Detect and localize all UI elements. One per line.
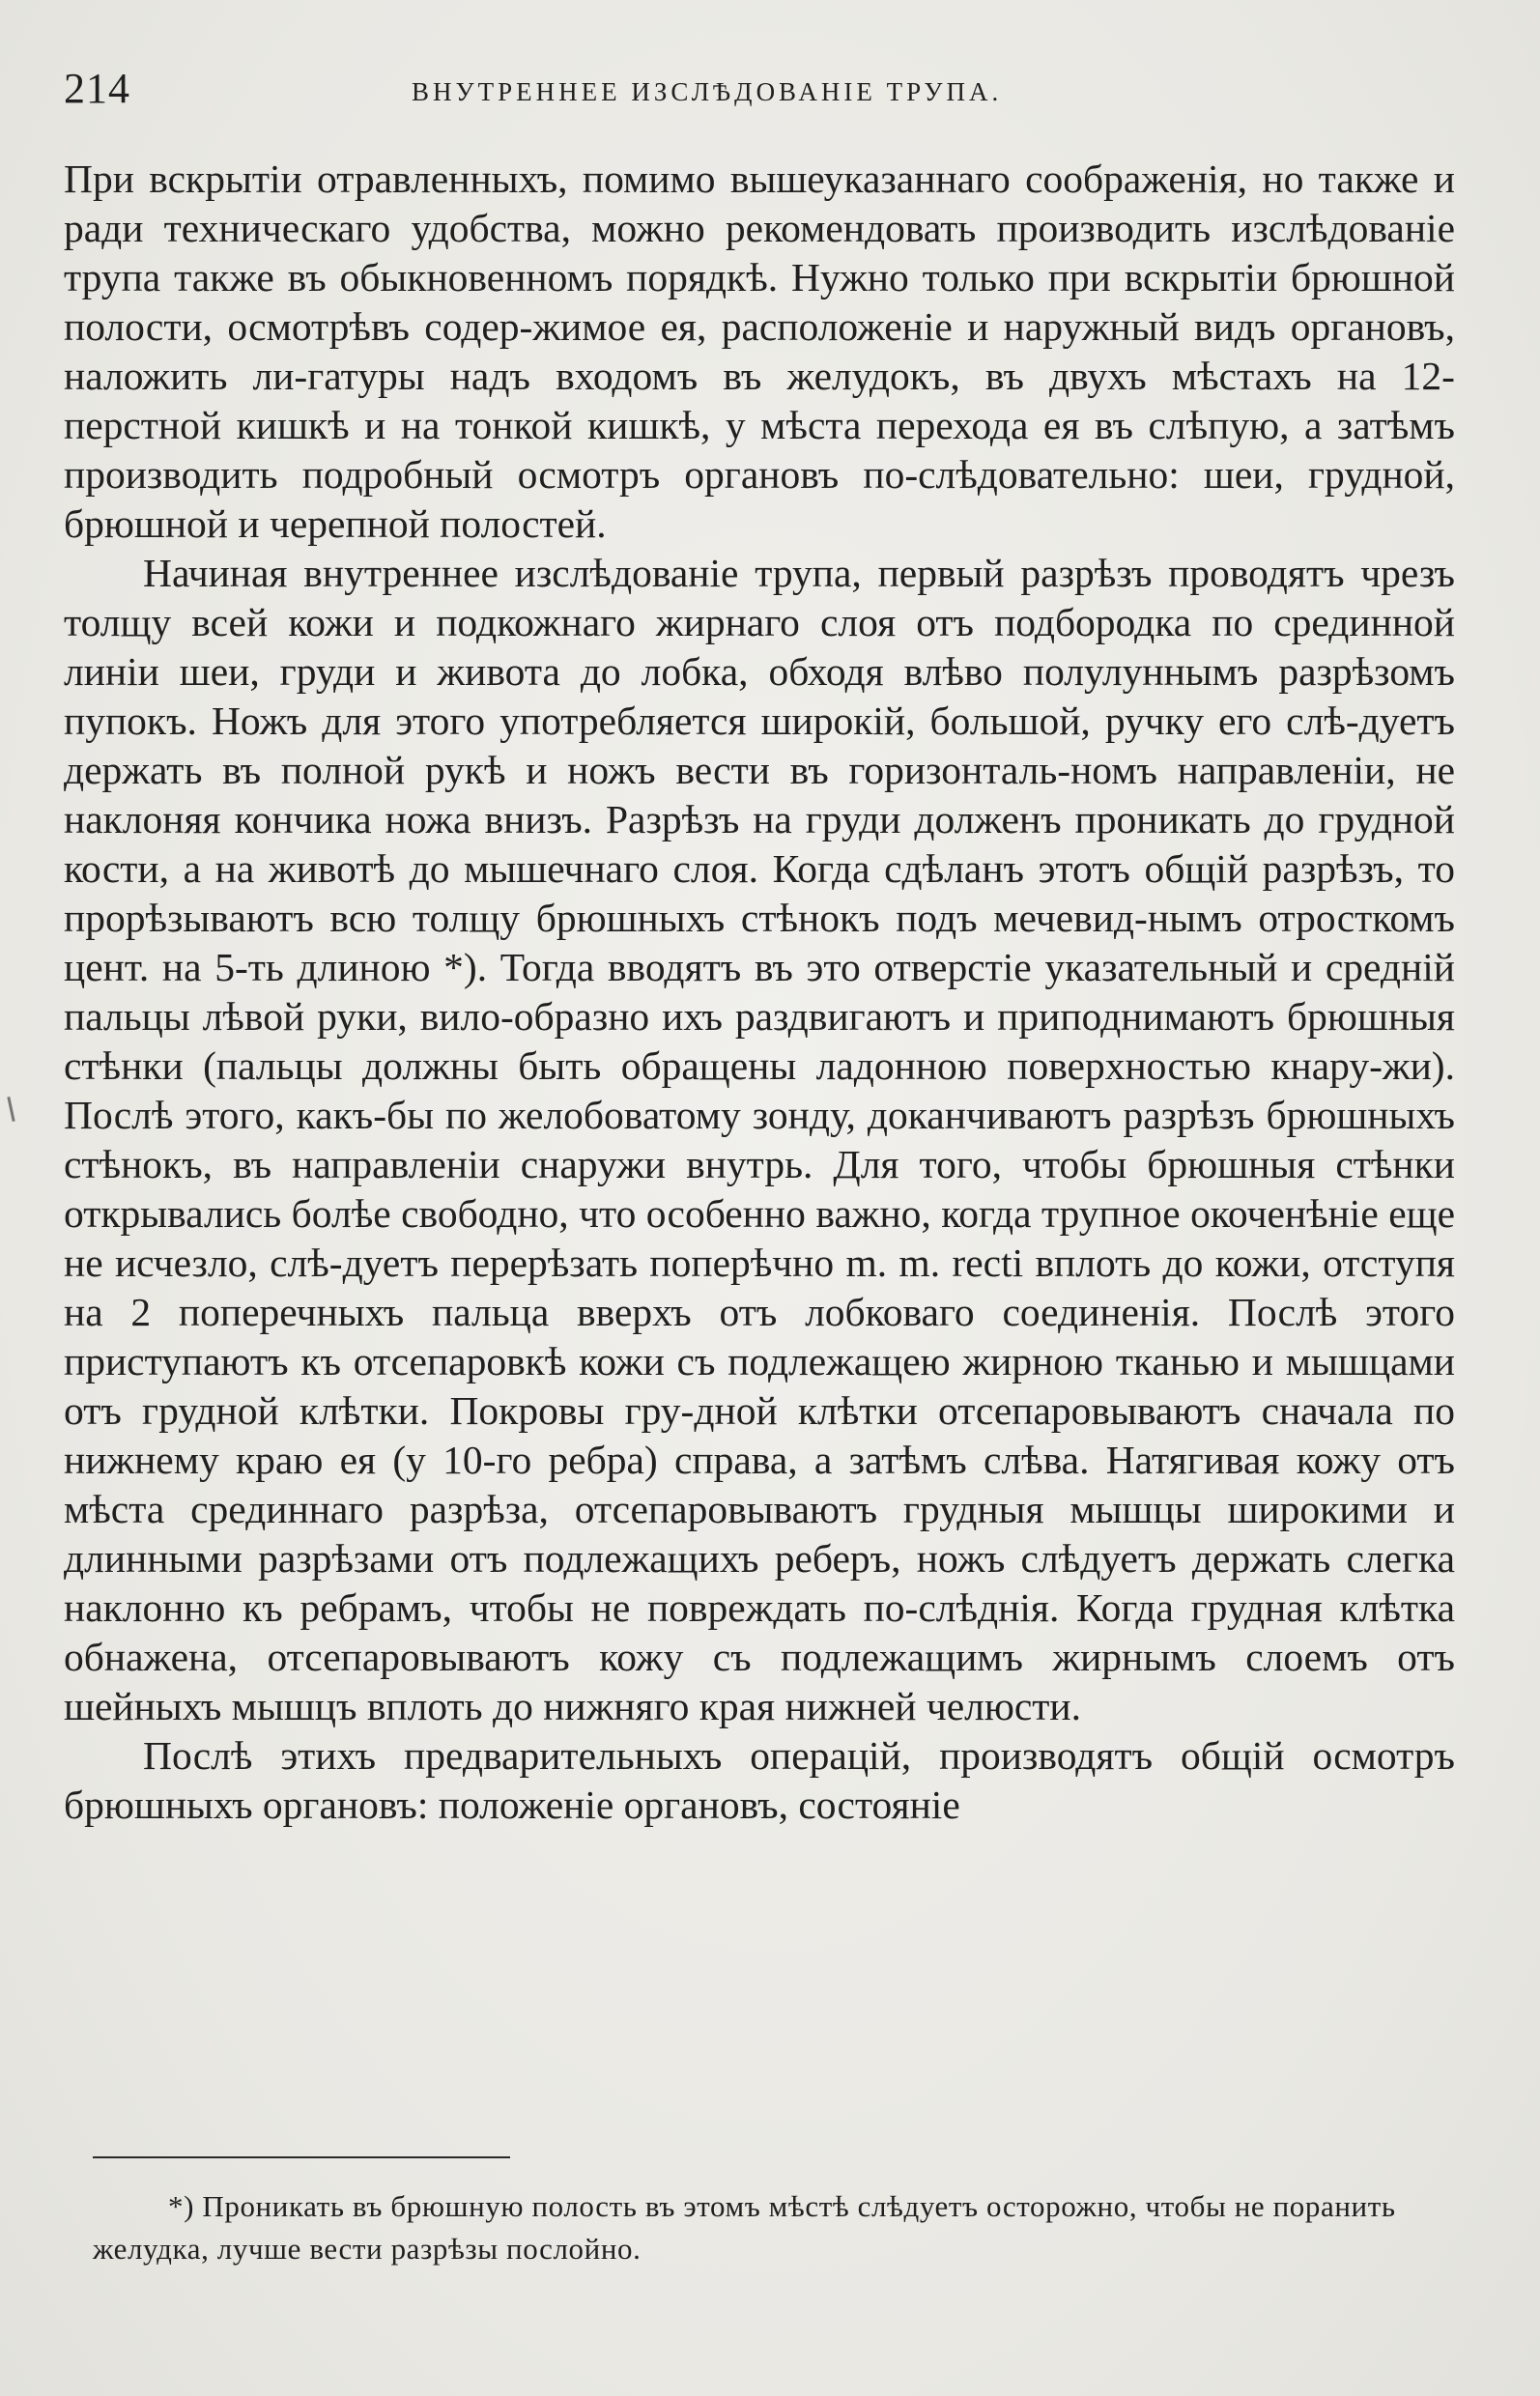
running-head: ВНУТРЕННЕЕ ИЗСЛѢДОВАНІЕ ТРУПА. bbox=[412, 77, 1003, 106]
page-header bbox=[64, 64, 1455, 122]
margin-mark bbox=[7, 1097, 14, 1122]
footnote-text: *) Проникать въ брюшную полость въ этомъ мѣстѣ слѣдуетъ осторожно, чтобы не поранить желудка, лучше вести разрѣзы послойно. bbox=[93, 2189, 1396, 2266]
paragraph: Начиная внутреннее изслѣдованіе трупа, первый разрѣзъ проводятъ чрезъ толщу всей кожи и подкожнаго жирнаго слоя отъ подбородка по срединной линіи шеи, груди и живота до лобка, обходя влѣво полулуннымъ разрѣзомъ пупокъ. Ножъ для этого употребляется широкій, большой, ручку его слѣ-дуетъ держать въ полной рукѣ и ножъ вести въ горизонталь-номъ направленіи, не наклоняя кончика ножа внизъ. Разрѣзъ на груди долженъ проникать до грудной кости, а на животѣ до мышечнаго слоя. Когда сдѣланъ этотъ общій разрѣзъ, то прорѣзываютъ всю толщу брюшныхъ стѣнокъ подъ мечевид-нымъ отросткомъ цент. на 5-ть длиною *). Тогда вводятъ въ это отверстіе указательный и средній пальцы лѣвой руки, вило-образно ихъ раздвигаютъ и приподнимаютъ брюшныя стѣнки (пальцы должны быть обращены ладонною поверхностью кнару-жи). Послѣ этого, какъ-бы по желобоватому зонду, доканчиваютъ разрѣзъ брюшныхъ стѣнокъ, въ направленіи снаружи внутрь. Для того, чтобы брюшныя стѣнки открывались болѣе свободно, что особенно важно, когда трупное окоченѣніе еще не исчезло, слѣ-дуетъ перерѣзать поперѣчно m. m. recti вплоть до кожи, отступя на 2 поперечныхъ пальца вверхъ отъ лобковаго соединенія. Послѣ этого приступаютъ къ отсепаровкѣ кожи съ подлежащею жирною тканью и мышцами отъ грудной клѣтки. Покровы гру-дной клѣтки отсепаровываютъ сначала по нижнему краю ея (у 10-го ребра) справа, а затѣмъ слѣва. Натягивая кожу отъ мѣста срединнаго разрѣза, отсепаровываютъ грудныя мышцы широкими и длинными разрѣзами отъ подлежащихъ реберъ, ножъ слѣдуетъ держать слегка наклонно къ ребрамъ, чтобы не повреждать по-слѣднія. Когда грудная клѣтка обнажена, отсепаровываютъ кожу съ подлежащимъ жирнымъ слоемъ отъ шейныхъ мышцъ вплоть до нижняго края нижней челюсти. bbox=[64, 551, 1455, 1728]
paragraph: При вскрытіи отравленныхъ, помимо вышеуказаннаго соображенія, но также и ради техническаго удобства, можно рекомендовать производить изслѣдованіе трупа также въ обыкновенномъ порядкѣ. Нужно только при вскрытіи брюшной полости, осмотрѣвъ содер-жимое ея, расположеніе и наружный видъ органовъ, наложить ли-гатуры надъ входомъ въ желудокъ, въ двухъ мѣстахъ на 12-перстной кишкѣ и на тонкой кишкѣ, у мѣста перехода ея въ слѣпую, а затѣмъ производить подробный осмотръ органовъ по-слѣдовательно: шеи, грудной, брюшной и черепной полостей. bbox=[64, 157, 1455, 546]
paragraph: Послѣ этихъ предварительныхъ операцій, производятъ общій осмотръ брюшныхъ органовъ: положеніе органовъ, состояніе bbox=[64, 1733, 1455, 1827]
body-text bbox=[64, 155, 1455, 1830]
footnote-divider bbox=[93, 2156, 510, 2158]
footnote bbox=[93, 2185, 1465, 2270]
page-number: 214 bbox=[64, 65, 130, 112]
